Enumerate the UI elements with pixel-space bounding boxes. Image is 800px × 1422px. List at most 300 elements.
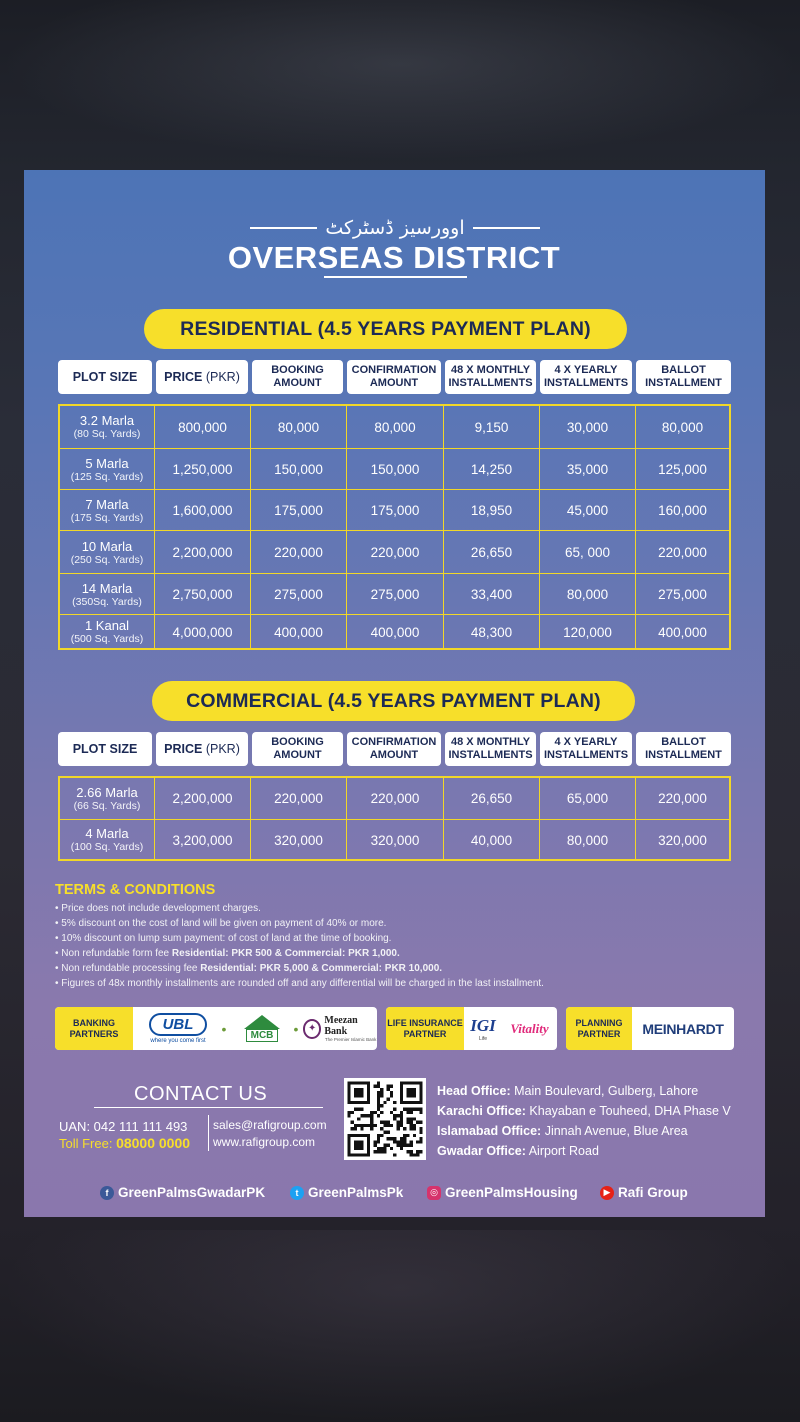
qr-module <box>390 1147 393 1150</box>
plot-size: 7 Marla <box>85 496 129 512</box>
qr-module <box>413 1108 416 1111</box>
cell-plot <box>60 778 154 819</box>
qr-module <box>416 1140 419 1143</box>
cell-plot <box>60 531 154 574</box>
qr-module <box>383 1130 386 1133</box>
qr-module <box>351 1127 354 1130</box>
plot-size-yards: (66 Sq. Yards) <box>73 799 141 812</box>
qr-module <box>370 1127 373 1130</box>
plot-size: 5 Marla <box>85 455 129 471</box>
qr-module <box>374 1150 377 1153</box>
qr-module <box>390 1111 393 1114</box>
insurance-partners <box>386 1007 557 1050</box>
qr-module <box>400 1144 403 1147</box>
header-price-unit: (PKR) <box>205 369 240 384</box>
urdu-title-line <box>250 216 540 240</box>
youtube-handle: Rafi Group <box>618 1185 688 1200</box>
header-price <box>156 360 248 394</box>
banking-partners <box>55 1007 377 1050</box>
cell-confirmation: 150,000 <box>346 449 443 490</box>
cell-yearly: 80,000 <box>539 574 635 615</box>
qr-module <box>393 1101 396 1104</box>
qr-module <box>400 1117 403 1120</box>
cell-yearly: 120,000 <box>539 615 635 649</box>
cell-price: 4,000,000 <box>154 615 250 649</box>
qr-module <box>370 1117 373 1120</box>
qr-module <box>354 1108 357 1111</box>
term-item <box>55 946 745 961</box>
cell-booking: 150,000 <box>250 449 346 490</box>
insurance-partner-label: LIFE INSURANCE PARTNER <box>386 1007 464 1050</box>
plot-size: 1 Kanal <box>84 618 130 633</box>
qr-module <box>377 1104 380 1107</box>
cell-confirmation: 220,000 <box>346 531 443 574</box>
qr-module <box>410 1140 413 1143</box>
qr-module <box>377 1137 380 1140</box>
qr-module <box>410 1127 413 1130</box>
qr-module <box>406 1121 409 1124</box>
plot-size: 4 Marla <box>85 826 129 841</box>
qr-module <box>410 1117 413 1120</box>
header-price-unit: (PKR) <box>205 741 240 756</box>
qr-module <box>367 1124 370 1127</box>
cell-monthly: 33,400 <box>443 574 539 615</box>
qr-module <box>380 1147 383 1150</box>
header-confirmation-label: CONFIRMATION AMOUNT <box>351 736 437 761</box>
qr-module <box>410 1121 413 1124</box>
vitality-logo-text: Vitality <box>510 1020 549 1036</box>
cell-confirmation: 80,000 <box>346 406 443 448</box>
qr-module <box>390 1085 393 1088</box>
qr-module <box>383 1144 386 1147</box>
qr-module <box>396 1114 399 1117</box>
cell-confirmation: 320,000 <box>346 820 443 860</box>
cell-ballot: 80,000 <box>635 406 729 448</box>
qr-module <box>374 1111 377 1114</box>
qr-module <box>387 1144 390 1147</box>
toll-free-number: 08000 0000 <box>116 1135 191 1151</box>
residential-title: RESIDENTIAL (4.5 YEARS PAYMENT PLAN) <box>144 309 627 349</box>
igi-logo-text: IGI <box>470 1015 496 1035</box>
qr-module <box>419 1111 422 1114</box>
residential-table-row <box>60 448 729 490</box>
qr-module <box>380 1121 383 1124</box>
meinhardt-logo <box>632 1007 734 1050</box>
ubl-tagline: where you come first <box>150 1038 206 1044</box>
header-price-label: PRICE <box>164 369 203 384</box>
qr-module <box>393 1153 396 1156</box>
qr-module <box>416 1153 419 1156</box>
meezan-text-block <box>324 1015 377 1042</box>
qr-module <box>400 1121 403 1124</box>
qr-module <box>393 1117 396 1120</box>
qr-module <box>377 1101 380 1104</box>
header-monthly-label: 48 X MONTHLY INSTALLMENTS <box>448 736 533 761</box>
qr-module <box>406 1134 409 1137</box>
cell-ballot: 320,000 <box>635 820 729 860</box>
cell-ballot: 220,000 <box>635 778 729 819</box>
qr-module <box>347 1114 350 1117</box>
plot-size-yards: (80 Sq. Yards) <box>73 428 141 440</box>
brand-title: OVERSEAS DISTRICT <box>227 240 561 275</box>
residential-table-row <box>60 406 729 448</box>
qr-module <box>419 1127 422 1130</box>
qr-module <box>410 1111 413 1114</box>
cell-booking: 175,000 <box>250 490 346 531</box>
header-confirmation-label: CONFIRMATION AMOUNT <box>351 364 437 389</box>
qr-module <box>400 1140 403 1143</box>
email-link[interactable]: sales@rafigroup.com <box>213 1118 327 1132</box>
office-address: Khayaban e Touheed, DHA Phase V <box>529 1104 731 1118</box>
qr-module <box>380 1091 383 1094</box>
website-link[interactable]: www.rafigroup.com <box>213 1135 316 1149</box>
header-ballot <box>636 360 731 394</box>
term-item: • 5% discount on the cost of land will be given on payment of 40% or more. <box>55 918 387 929</box>
qr-module <box>377 1114 380 1117</box>
office-label: Karachi Office: <box>437 1104 526 1118</box>
social-instagram[interactable] <box>427 1185 578 1200</box>
toll-free-label: Toll Free: <box>59 1136 117 1151</box>
cell-ballot: 125,000 <box>635 449 729 490</box>
mcb-logo-text: MCB <box>246 1029 279 1042</box>
qr-module <box>377 1081 380 1084</box>
commercial-table-row <box>60 778 729 819</box>
qr-module <box>360 1127 363 1130</box>
qr-module <box>410 1150 413 1153</box>
qr-finder-core <box>354 1088 364 1098</box>
residential-table-row <box>60 530 729 574</box>
qr-module <box>360 1108 363 1111</box>
qr-module <box>377 1140 380 1143</box>
qr-module <box>377 1150 380 1153</box>
instagram-icon: ◎ <box>427 1186 441 1200</box>
cell-plot <box>60 615 154 649</box>
office-address: Main Boulevard, Gulberg, Lahore <box>514 1084 699 1098</box>
qr-module <box>377 1094 380 1097</box>
header-ballot-label: BALLOT INSTALLMENT <box>645 364 722 389</box>
qr-module <box>387 1088 390 1091</box>
cell-plot <box>60 490 154 531</box>
qr-module <box>396 1127 399 1130</box>
residential-table-row <box>60 573 729 615</box>
qr-module <box>383 1124 386 1127</box>
qr-module <box>406 1111 409 1114</box>
qr-module <box>380 1134 383 1137</box>
facebook-icon: f <box>100 1186 114 1200</box>
qr-module <box>370 1124 373 1127</box>
qr-module <box>410 1153 413 1156</box>
qr-module <box>380 1094 383 1097</box>
brand-underline <box>324 276 467 278</box>
plot-size-yards: (175 Sq. Yards) <box>70 511 144 524</box>
igi-tagline: Life <box>478 1035 488 1042</box>
qr-module <box>383 1121 386 1124</box>
cell-price: 1,600,000 <box>154 490 250 531</box>
qr-module <box>377 1085 380 1088</box>
qr-module <box>367 1114 370 1117</box>
header-monthly <box>445 360 536 394</box>
qr-module <box>380 1150 383 1153</box>
cell-yearly: 65,000 <box>539 778 635 819</box>
qr-module <box>377 1091 380 1094</box>
qr-module <box>396 1121 399 1124</box>
qr-module <box>419 1108 422 1111</box>
qr-module <box>383 1150 386 1153</box>
header-monthly-label: 48 X MONTHLY INSTALLMENTS <box>448 364 533 389</box>
terms-title: TERMS & CONDITIONS <box>55 882 216 898</box>
plot-size-yards: (500 Sq. Yards) <box>70 633 144 645</box>
qr-module <box>403 1108 406 1111</box>
separator-dot: • <box>221 1020 227 1037</box>
qr-module <box>357 1124 360 1127</box>
header-price <box>156 732 248 766</box>
qr-module <box>410 1108 413 1111</box>
term-item <box>55 961 745 976</box>
qr-module <box>377 1134 380 1137</box>
contact-title: CONTACT US <box>134 1083 268 1105</box>
qr-module <box>390 1137 393 1140</box>
term-item: • Price does not include development charges. <box>55 903 261 914</box>
qr-module <box>419 1150 422 1153</box>
qr-module <box>390 1091 393 1094</box>
cell-confirmation: 275,000 <box>346 574 443 615</box>
instagram-handle: GreenPalmsHousing <box>445 1185 578 1200</box>
mcb-leaf-icon <box>244 1015 280 1029</box>
qr-module <box>374 1124 377 1127</box>
plot-size-yards: (100 Sq. Yards) <box>70 841 144 853</box>
qr-module <box>387 1130 390 1133</box>
qr-module <box>387 1085 390 1088</box>
terms-list <box>55 901 745 991</box>
cell-booking: 220,000 <box>250 778 346 819</box>
qr-module <box>387 1121 390 1124</box>
cell-plot <box>60 820 154 860</box>
qr-module <box>393 1140 396 1143</box>
price-plan-poster <box>24 170 765 1217</box>
cell-price: 2,200,000 <box>154 778 250 819</box>
cell-ballot: 275,000 <box>635 574 729 615</box>
cell-confirmation: 400,000 <box>346 615 443 649</box>
meezan-logo-text: Meezan Bank <box>324 1015 358 1037</box>
twitter-handle: GreenPalmsPk <box>308 1185 404 1200</box>
residential-table <box>58 404 731 650</box>
header-confirmation <box>347 732 441 766</box>
social-facebook[interactable] <box>100 1185 265 1200</box>
meinhardt-logo-text: MEINHARDT <box>642 1020 724 1037</box>
qr-module <box>377 1147 380 1150</box>
qr-module <box>377 1108 380 1111</box>
qr-module <box>387 1124 390 1127</box>
header-plot-size: PLOT SIZE <box>58 360 152 394</box>
cell-ballot: 160,000 <box>635 490 729 531</box>
social-twitter[interactable] <box>290 1185 403 1200</box>
vitality-logo <box>502 1007 557 1050</box>
term-item: • Figures of 48x monthly installments are rounded off and any differential will be charged in the last installment. <box>55 978 544 989</box>
cell-booking: 80,000 <box>250 406 346 448</box>
meezan-tagline: The Premier Islamic Bank <box>324 1037 377 1042</box>
header-booking-label: BOOKING AMOUNT <box>271 364 324 389</box>
office-gwadar <box>437 1144 599 1158</box>
uan-number: UAN: 042 111 111 493 <box>59 1119 188 1134</box>
qr-module <box>400 1147 403 1150</box>
background-glow-top <box>0 0 800 160</box>
qr-module <box>380 1104 383 1107</box>
commercial-table-row <box>60 819 729 860</box>
qr-module <box>374 1140 377 1143</box>
separator-dot: • <box>293 1020 299 1037</box>
cell-plot <box>60 406 154 448</box>
qr-module <box>360 1124 363 1127</box>
cell-ballot: 220,000 <box>635 531 729 574</box>
qr-module <box>396 1144 399 1147</box>
qr-module <box>380 1127 383 1130</box>
cell-yearly: 30,000 <box>539 406 635 448</box>
qr-module <box>403 1127 406 1130</box>
qr-module <box>410 1144 413 1147</box>
cell-yearly: 35,000 <box>539 449 635 490</box>
cell-monthly: 26,650 <box>443 531 539 574</box>
qr-module <box>383 1101 386 1104</box>
meezan-logo <box>303 1007 377 1050</box>
qr-module <box>390 1094 393 1097</box>
cell-yearly: 65, 000 <box>539 531 635 574</box>
qr-module <box>406 1108 409 1111</box>
header-yearly-label: 4 X YEARLY INSTALLMENTS <box>543 736 629 761</box>
qr-module <box>413 1127 416 1130</box>
qr-module <box>393 1114 396 1117</box>
qr-module <box>413 1117 416 1120</box>
cell-booking: 400,000 <box>250 615 346 649</box>
cell-plot <box>60 574 154 615</box>
header-booking <box>252 732 343 766</box>
qr-module <box>416 1121 419 1124</box>
qr-module <box>390 1124 393 1127</box>
qr-module <box>364 1114 367 1117</box>
qr-module <box>403 1144 406 1147</box>
qr-module <box>416 1108 419 1111</box>
cell-price: 2,750,000 <box>154 574 250 615</box>
header-yearly-label: 4 X YEARLY INSTALLMENTS <box>543 364 629 389</box>
qr-module <box>370 1111 373 1114</box>
cell-monthly: 14,250 <box>443 449 539 490</box>
facebook-handle: GreenPalmsGwadarPK <box>118 1185 266 1200</box>
cell-monthly: 9,150 <box>443 406 539 448</box>
plot-size-yards: (350Sq. Yards) <box>72 595 142 608</box>
ubl-logo-text: UBL <box>149 1013 208 1036</box>
cell-plot <box>60 449 154 490</box>
header-plot-size: PLOT SIZE <box>58 732 152 766</box>
qr-code <box>344 1078 426 1160</box>
office-address: Jinnah Avenue, Blue Area <box>544 1124 688 1138</box>
qr-module <box>413 1124 416 1127</box>
qr-module <box>380 1111 383 1114</box>
plot-size: 14 Marla <box>81 580 133 596</box>
cell-yearly: 80,000 <box>539 820 635 860</box>
cell-monthly: 18,950 <box>443 490 539 531</box>
qr-module <box>374 1085 377 1088</box>
qr-module <box>396 1140 399 1143</box>
planning-partner <box>566 1007 734 1050</box>
qr-module <box>419 1121 422 1124</box>
term-text: • Non refundable form fee <box>55 948 172 959</box>
cell-booking: 220,000 <box>250 531 346 574</box>
qr-module <box>387 1137 390 1140</box>
cell-price: 1,250,000 <box>154 449 250 490</box>
qr-module <box>403 1140 406 1143</box>
residential-table-row <box>60 489 729 531</box>
cell-monthly: 48,300 <box>443 615 539 649</box>
toll-free <box>59 1135 190 1151</box>
qr-module <box>357 1108 360 1111</box>
contact-vertical-divider <box>208 1115 209 1151</box>
plot-size: 2.66 Marla <box>76 784 138 800</box>
qr-module <box>400 1124 403 1127</box>
commercial-table <box>58 776 731 861</box>
qr-module <box>410 1124 413 1127</box>
cell-monthly: 40,000 <box>443 820 539 860</box>
title-rule-right <box>473 227 540 229</box>
qr-module <box>351 1111 354 1114</box>
header-yearly <box>540 732 632 766</box>
qr-module <box>400 1137 403 1140</box>
igi-logo <box>466 1007 500 1050</box>
cell-monthly: 26,650 <box>443 778 539 819</box>
office-label: Gwadar Office: <box>437 1144 526 1158</box>
plot-size-yards: (125 Sq. Yards) <box>70 470 144 483</box>
header-ballot <box>636 732 731 766</box>
qr-module <box>354 1127 357 1130</box>
social-youtube[interactable] <box>600 1185 688 1200</box>
planning-partner-label: PLANNING PARTNER <box>566 1007 632 1050</box>
header-booking-label: BOOKING AMOUNT <box>271 736 324 761</box>
mcb-logo <box>233 1007 291 1050</box>
qr-module <box>406 1144 409 1147</box>
qr-module <box>400 1111 403 1114</box>
cell-price: 3,200,000 <box>154 820 250 860</box>
qr-module <box>419 1140 422 1143</box>
qr-module <box>419 1137 422 1140</box>
term-bold: Residential: PKR 500 & Commercial: PKR 1,000. <box>171 948 400 959</box>
header-booking <box>252 360 343 394</box>
residential-table-row <box>60 614 729 649</box>
qr-module <box>364 1124 367 1127</box>
qr-module <box>377 1098 380 1101</box>
cell-price: 2,200,000 <box>154 531 250 574</box>
header-price-label: PRICE <box>164 741 203 756</box>
qr-module <box>413 1153 416 1156</box>
plot-size: 3.2 Marla <box>79 413 135 428</box>
office-head <box>437 1084 698 1098</box>
qr-finder-core <box>406 1088 416 1098</box>
cell-confirmation: 220,000 <box>346 778 443 819</box>
cell-ballot: 400,000 <box>635 615 729 649</box>
qr-module <box>403 1137 406 1140</box>
header-ballot-label: BALLOT INSTALLMENT <box>645 736 722 761</box>
term-item: • 10% discount on lump sum payment: of cost of land at the time of booking. <box>55 933 392 944</box>
office-islamabad <box>437 1124 688 1138</box>
qr-module <box>406 1150 409 1153</box>
qr-module <box>393 1137 396 1140</box>
office-label: Head Office: <box>437 1084 511 1098</box>
ubl-logo <box>137 1007 219 1050</box>
banking-partners-label: BANKING PARTNERS <box>55 1007 133 1050</box>
qr-module <box>370 1121 373 1124</box>
plot-size-yards: (250 Sq. Yards) <box>70 553 144 566</box>
meezan-emblem-icon: ✦ <box>303 1019 321 1039</box>
cell-confirmation: 175,000 <box>346 490 443 531</box>
qr-module <box>360 1114 363 1117</box>
cell-price: 800,000 <box>154 406 250 448</box>
